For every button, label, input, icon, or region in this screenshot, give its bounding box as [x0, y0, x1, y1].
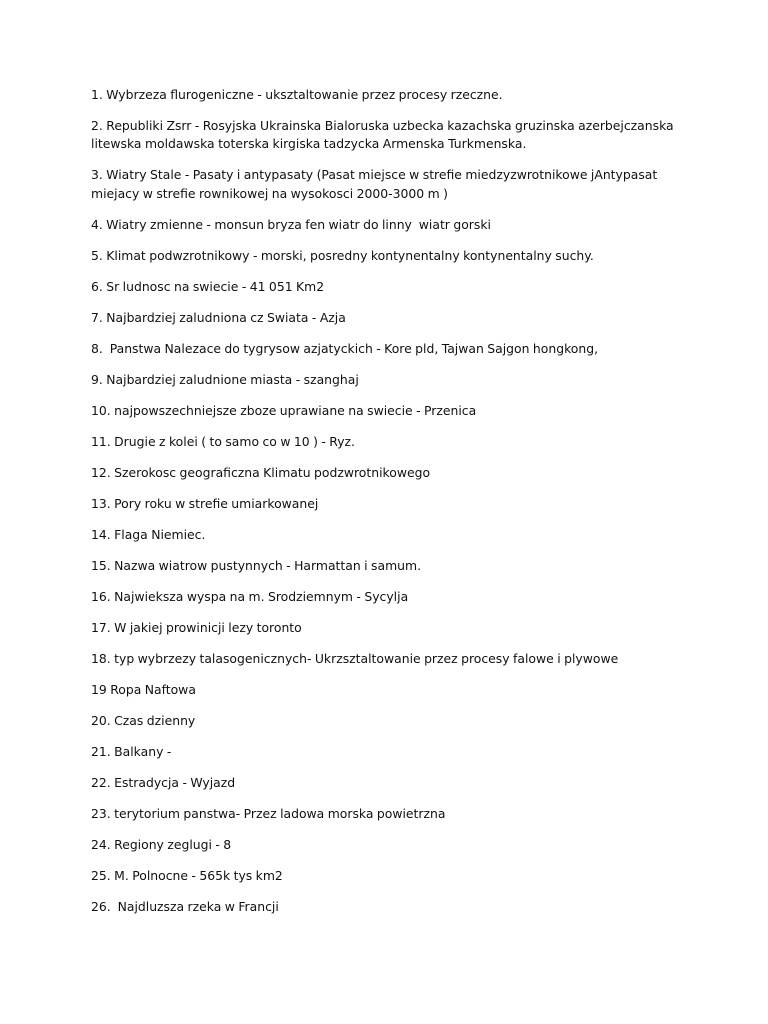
list-item: 23. terytorium panstwa- Przez ladowa morska powietrzna	[91, 805, 446, 821]
list-item: 22. Estradycja - Wyjazd	[91, 774, 236, 790]
list-item: 2. Republiki Zsrr - Rosyjska Ukrainska Bialoruska uzbecka kazachska gruzinska azerbejczanska litewska moldawska toterska kirgiska tadzycka Armenska Turkmenska.	[91, 118, 678, 152]
list-item: 18. typ wybrzezy talasogenicznych- Ukrzsztaltowanie przez procesy falowe i plywowe	[91, 650, 619, 666]
list-item: 21. Balkany -	[91, 743, 172, 759]
list-item: 19 Ropa Naftowa	[91, 681, 196, 697]
list-item: 24. Regiony zeglugi - 8	[91, 836, 232, 852]
list-item: 3. Wiatry Stale - Pasaty i antypasaty (Pasat miejsce w strefie miedzyzwrotnikowe jAntypasat miejacy w strefie rownikowej na wysokosci 2000-3000 m )	[91, 167, 661, 201]
list-item: 5. Klimat podwzrotnikowy - morski, posredny kontynentalny kontynentalny suchy.	[91, 247, 594, 263]
list-item: 7. Najbardziej zaludniona cz Swiata - Azja	[91, 309, 346, 325]
question-list	[91, 86, 681, 929]
list-item: 11. Drugie z kolei ( to samo co w 10 ) - Ryz.	[91, 433, 355, 449]
list-item: 12. Szerokosc geograficzna Klimatu podzwrotnikowego	[91, 464, 431, 480]
list-item: 20. Czas dzienny	[91, 712, 196, 728]
list-item: 16. Najwieksza wyspa na m. Srodziemnym - Sycylja	[91, 588, 409, 604]
list-item: 8. Panstwa Nalezace do tygrysow azjatyckich - Kore pld, Tajwan Sajgon hongkong,	[91, 340, 599, 356]
list-item: 14. Flaga Niemiec.	[91, 526, 206, 542]
list-item: 1. Wybrzeza flurogeniczne - uksztaltowanie przez procesy rzeczne.	[91, 87, 503, 102]
list-item: 15. Nazwa wiatrow pustynnych - Harmattan i samum.	[91, 557, 422, 573]
list-item: 9. Najbardziej zaludnione miasta - szanghaj	[91, 371, 359, 387]
list-item: 10. najpowszechniejsze zboze uprawiane na swiecie - Przenica	[91, 402, 477, 418]
list-item: 13. Pory roku w strefie umiarkowanej	[91, 495, 319, 511]
list-item: 6. Sr ludnosc na swiecie - 41 051 Km2	[91, 278, 325, 294]
list-item: 4. Wiatry zmienne - monsun bryza fen wiatr do linny wiatr gorski	[91, 216, 491, 232]
list-item: 17. W jakiej prowinicji lezy toronto	[91, 619, 302, 635]
list-item: 25. M. Polnocne - 565k tys km2	[91, 867, 283, 883]
list-item: 26. Najdluzsza rzeka w Francji	[91, 898, 279, 914]
